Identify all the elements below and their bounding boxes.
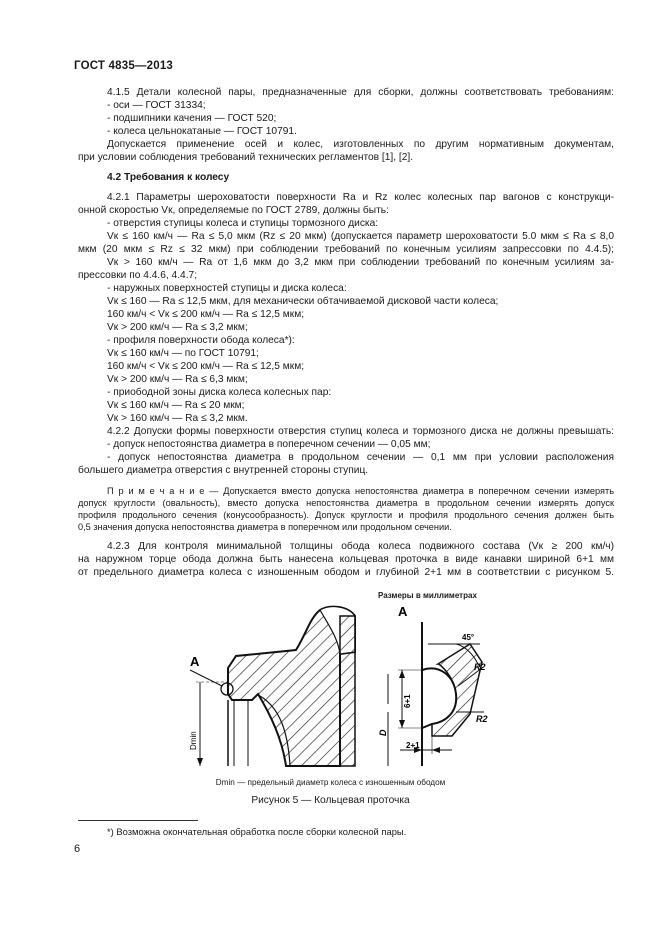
text-line: - наружных поверхностей ступицы и диска колеса:	[107, 283, 347, 294]
r2-top-label: R2	[474, 662, 486, 672]
text-line: 4.2.2 Допуски формы поверхности отверстия ступиц колеса и тормозного диска не должны превышать:	[107, 426, 614, 437]
text-line: Vк > 200 км/ч — Ra ≤ 3,2 мкм;	[107, 322, 248, 333]
note-line: профиля продольного сечения (конусообразность). Допуск круглости и профиля продольного сечения должен быть	[78, 510, 614, 520]
text-line: - допуск непостоянства диаметра в поперечном сечении — 0,05 мм;	[107, 439, 431, 450]
text-line: - приободной зоны диска колеса колесных пар:	[107, 387, 332, 398]
text-line: 4.2.1 Параметры шероховатости поверхности Ra и Rz колес колесных пар вагонов с конструкци-	[107, 192, 614, 203]
section-heading: 4.2 Требования к колесу	[107, 172, 230, 183]
detail-a	[388, 622, 484, 766]
text-line: - профиля поверхности обода колеса*):	[107, 335, 295, 346]
d-label: D	[378, 729, 388, 736]
text-line: - отверстия ступицы колеса и ступицы тормозного диска:	[107, 218, 379, 229]
text-line: Допускается применение осей и колес, изготовленных по другим нормативным документам,	[107, 139, 614, 150]
text-line: 160 км/ч < Vк ≤ 200 км/ч — Ra ≤ 12,5 мкм;	[107, 361, 305, 372]
text-line: - допуск непостоянства диаметра в продольном сечении — 0,1 мм при условии расположения	[107, 452, 614, 463]
text-line: при условии соблюдения требований технических регламентов [1], [2].	[78, 152, 414, 163]
note-line: допуск круглости (овальность), вместо допуска непостоянства диаметра в продольном сечении измерять допуск	[78, 498, 614, 508]
two-dimension-label: 2+1	[406, 741, 420, 750]
figure-5-drawing	[170, 604, 500, 774]
label-a-right: A	[398, 604, 408, 619]
figure-caption: Рисунок 5 — Кольцевая проточка	[251, 795, 410, 806]
text-line: - оси — ГОСТ 31334;	[107, 100, 206, 111]
dmin-note: Dmin — предельный диаметр колеса с изношенным ободом	[215, 778, 446, 787]
note-line: П р и м е ч а н и е — Допускается вместо допуска непостоянства диаметра в поперечном сечении измерять	[107, 486, 614, 496]
text-line: Vк > 200 км/ч — Ra ≤ 6,3 мкм;	[107, 374, 248, 385]
text-line: 160 км/ч < Vк ≤ 200 км/ч — Ra ≤ 12,5 мкм;	[107, 309, 305, 320]
wheel-section	[190, 607, 355, 766]
text-line: Vк ≤ 160 км/ч — Ra ≤ 5,0 мкм (Rz ≤ 20 мкм) (допускается параметр шероховатости 5.0 мкм ≤ Ra ≤ 8,0	[107, 231, 614, 242]
text-line: мкм (20 мкм ≤ Rz ≤ 32 мкм) при соблюдении требований по конечным усилиям запрессовки по 4.4.5);	[78, 244, 614, 255]
text-line: - подшипники качения — ГОСТ 520;	[107, 113, 277, 124]
dmin-axis-label: Dmin	[189, 731, 198, 750]
r2-bottom-label: R2	[476, 714, 488, 724]
text-line: от предельного диаметра колеса с изношенным ободом и глубиной 2+1 мм в соответствии с рисунком 5.	[78, 567, 614, 578]
six-dimension-label: 6+1	[403, 694, 412, 708]
text-line: онной скоростью Vк, определяемые по ГОСТ 2789, должны быть:	[78, 205, 389, 216]
text-line: на наружном торце обода должна быть нанесена кольцевая проточка в виде канавки шириной 6+1 мм	[78, 554, 614, 565]
footnote: *) Возможна окончательная обработка после сборки колесной пары.	[107, 826, 407, 837]
footnote-divider	[78, 820, 198, 821]
angle-label: 45°	[462, 633, 475, 642]
text-line: большего диаметра отверстия с внутренней стороны ступиц.	[78, 465, 369, 476]
text-line: 4.2.3 Для контроля минимальной толщины обода колеса подвижного состава (Vк ≥ 200 км/ч)	[107, 541, 614, 552]
text-line: Vк ≤ 160 км/ч — по ГОСТ 10791;	[107, 348, 259, 359]
text-line: - колеса цельнокатаные — ГОСТ 10791.	[107, 126, 297, 137]
text-line: 4.1.5 Детали колесной пары, предназначенные для сборки, должны соответствовать требованиям:	[107, 87, 614, 98]
page-number: 6	[74, 843, 81, 855]
text-line: Vк > 160 км/ч — Ra ≤ 3,2 мкм.	[107, 413, 248, 424]
text-line: Vк > 160 км/ч — Ra от 1,6 мкм до 3,2 мкм при соблюдении требований по конечным усилиям за-	[107, 257, 614, 268]
label-a-left: A	[190, 654, 200, 669]
text-line: Vк ≤ 160 км/ч — Ra ≤ 20 мкм;	[107, 400, 245, 411]
dimensions-note: Размеры в миллиметрах	[378, 591, 477, 600]
text-line: прессовки по 4.4.6, 4.4.7;	[78, 270, 198, 281]
note-line: 0,5 значения допуска непостоянства диаметра в поперечном или продольном сечении.	[78, 522, 452, 532]
document-header: ГОСТ 4835—2013	[74, 60, 174, 72]
text-line: Vк ≤ 160 — Ra ≤ 12,5 мкм, для механически обтачиваемой дисковой части колеса;	[107, 296, 499, 307]
